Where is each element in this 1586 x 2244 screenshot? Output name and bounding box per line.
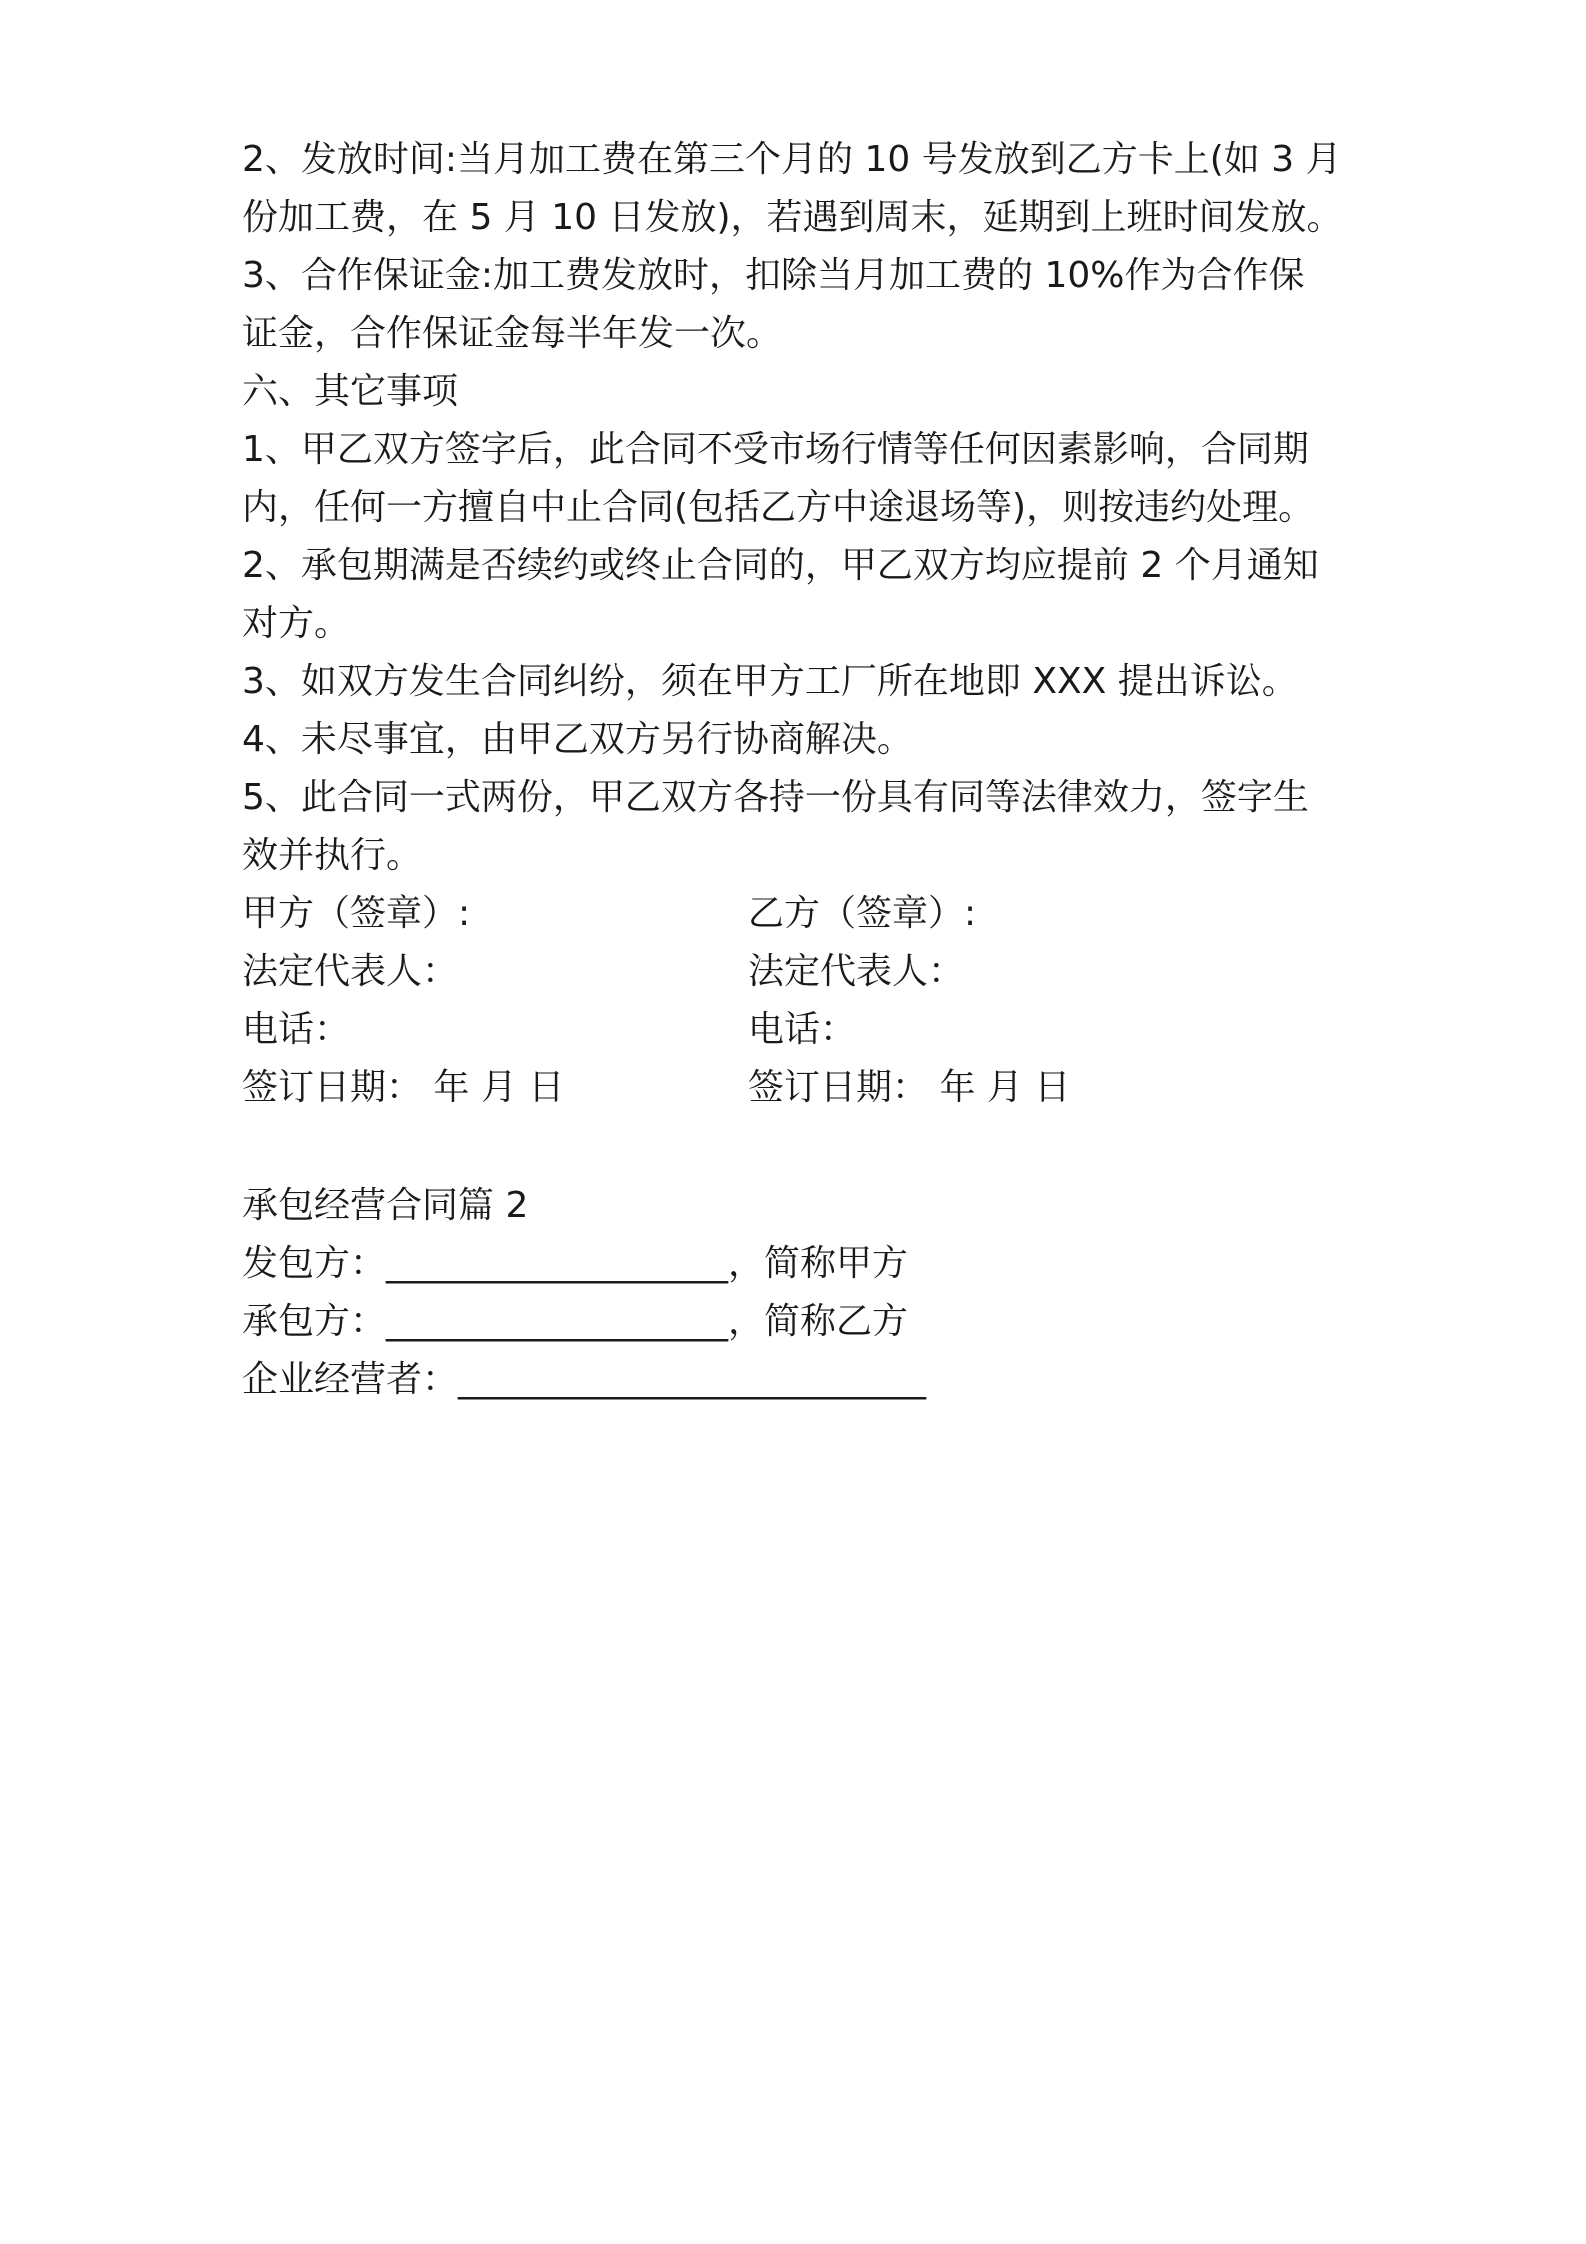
legal-representative-a: 法定代表人： (242, 951, 459, 992)
legal-representative-b: 法定代表人： (748, 951, 965, 992)
paragraph-line: 3、合作保证金:加工费发放时，扣除当月加工费的 10%作为合作保 (242, 255, 1305, 296)
section-heading: 六、其它事项 (242, 371, 459, 412)
phone-a: 电话： (242, 1009, 351, 1050)
contract2-title: 承包经营合同篇 2 (242, 1185, 529, 1226)
paragraph-line: 3、如双方发生合同纠纷，须在甲方工厂所在地即 XXX 提出诉讼。 (242, 661, 1298, 702)
paragraph-line: 效并执行。 (242, 835, 423, 876)
contract2-party-line: 承包方：___________________，简称乙方 (242, 1301, 909, 1342)
paragraph-line: 5、此合同一式两份，甲乙双方各持一份具有同等法律效力，签字生 (242, 777, 1309, 818)
paragraph-line: 份加工费，在 5 月 10 日发放)，若遇到周末，延期到上班时间发放。 (242, 197, 1343, 238)
paragraph-line: 4、未尽事宜，由甲乙双方另行协商解决。 (242, 719, 913, 760)
signature-party-b: 乙方（签章）: (748, 893, 977, 934)
signature-party-a: 甲方（签章）: (242, 893, 471, 934)
contract2-party-line: 企业经营者：__________________________ (242, 1359, 927, 1400)
paragraph-line: 证金，合作保证金每半年发一次。 (242, 313, 783, 354)
paragraph-line: 2、承包期满是否续约或终止合同的，甲乙双方均应提前 2 个月通知 (242, 545, 1319, 586)
paragraph-line: 2、发放时间:当月加工费在第三个月的 10 号发放到乙方卡上(如 3 月 (242, 139, 1342, 180)
paragraph-line: 内，任何一方擅自中止合同(包括乙方中途退场等)，则按违约处理。 (242, 487, 1315, 528)
sign-date-b: 签订日期： 年 月 日 (748, 1067, 1071, 1108)
paragraph-line: 1、甲乙双方签字后，此合同不受市场行情等任何因素影响，合同期 (242, 429, 1309, 470)
phone-b: 电话： (748, 1009, 857, 1050)
sign-date-a: 签订日期： 年 月 日 (242, 1067, 565, 1108)
contract2-party-line: 发包方：___________________，简称甲方 (242, 1243, 909, 1284)
paragraph-line: 对方。 (242, 603, 351, 644)
